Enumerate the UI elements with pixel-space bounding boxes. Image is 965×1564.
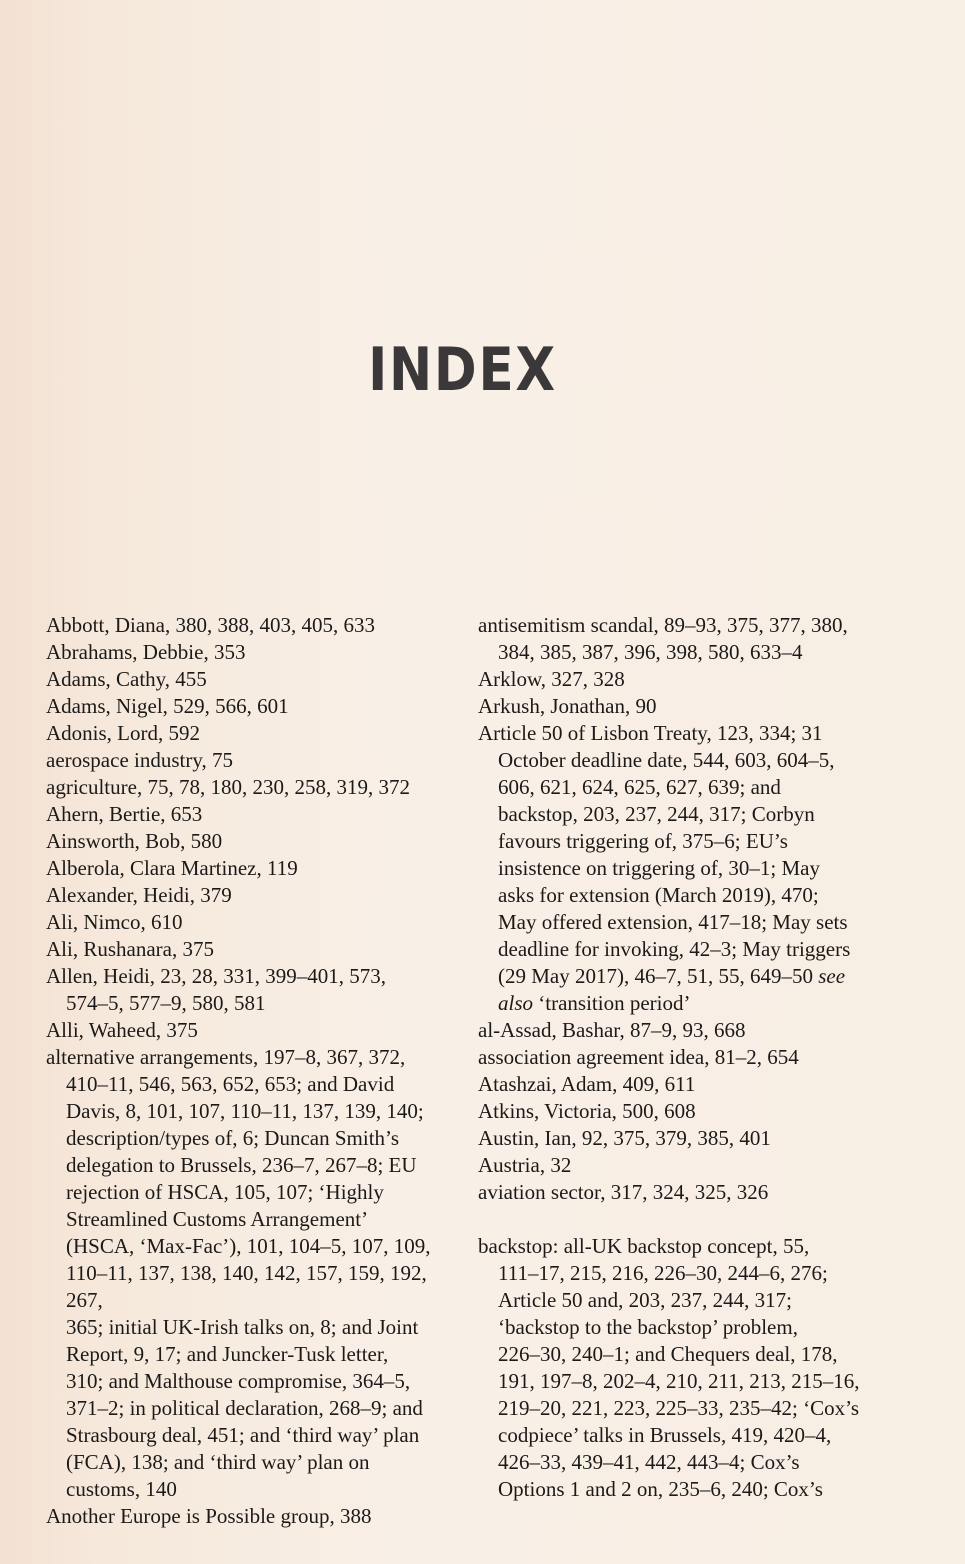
index-entry: Ahern, Bertie, 653 [46,802,203,826]
index-entry: Allen, Heidi, 23, 28, 331, 399–401, 573, 574–5, 577–9, 580, 581 [46,964,387,1015]
see-also-label: see [818,964,846,988]
index-entry: al-Assad, Bashar, 87–9, 93, 668 [478,1018,746,1042]
index-entry: Atashzai, Adam, 409, 611 [478,1072,696,1096]
index-entry: aviation sector, 317, 324, 325, 326 [478,1180,769,1204]
index-entry: Alexander, Heidi, 379 [46,883,232,907]
index-entry: Austin, Ian, 92, 375, 379, 385, 401 [478,1126,771,1150]
index-entry: Ali, Nimco, 610 [46,910,183,934]
index-entry: Adonis, Lord, 592 [46,721,200,745]
index-entry-article-50 [478,720,898,1017]
page-title: INDEX [368,335,557,405]
index-entry: backstop: all-UK backstop concept, 55, 111–17, 215, 216, 226–30, 244–6, 276; Article 50 and, 203, 237, 244, 317; ‘backstop to the backstop’ problem, 226–30, 240–1; and Chequers deal, 178, 191, 197–8, 202–4, 210, 211, 213, 215–16, 219–20, 221, 223, 225–33, 235–42; ‘Cox’s codpiece’ talks in Brussels, 419, 420–4, 426–33, 439–41, 442, 443–4; Cox’s Options 1 and 2 on, 235–6, 240; Cox’s [478,1234,860,1501]
index-entry: Alberola, Clara Martinez, 119 [46,856,298,880]
cross-reference: ‘transition period’ [538,991,691,1015]
index-entry: Atkins, Victoria, 500, 608 [478,1099,696,1123]
index-entry: Ali, Rushanara, 375 [46,937,214,961]
index-entry: Adams, Nigel, 529, 566, 601 [46,694,289,718]
index-entry: Abbott, Diana, 380, 388, 403, 405, 633 [46,613,375,637]
index-entry: Arklow, 327, 328 [478,667,625,691]
index-entry: alternative arrangements, 197–8, 367, 372, 410–11, 546, 563, 652, 653; and David Davis, 8, 101, 107, 110–11, 137, 139, 140; description/types of, 6; Duncan Smith’s delegation to Brussels, 236–7, 267–8; EU rejection of HSCA, 105, 107; ‘Highly Streamlined Customs Arrangement’ (HSCA, ‘Max-Fac’), 101, 104–5, 107, 109, 110–11, 137, 138, 140, 142, 157, 159, 192, 267, 365; initial UK-Irish talks on, 8; and Joint Report, 9, 17; and Juncker-Tusk letter, 310; and Malthouse compromise, 364–5, 371–2; in political declaration, 268–9; and Strasbourg deal, 451; and ‘third way’ plan (FCA), 138; and ‘third way’ plan on customs, 140 [46,1045,431,1501]
index-entry: agriculture, 75, 78, 180, 230, 258, 319, 372 [46,775,410,799]
index-entry: aerospace industry, 75 [46,748,233,772]
index-entry: association agreement idea, 81–2, 654 [478,1045,799,1069]
index-entry: Ainsworth, Bob, 580 [46,829,223,853]
index-entry: Adams, Cathy, 455 [46,667,207,691]
index-entry: Another Europe is Possible group, 388 [46,1504,372,1528]
index-column-right [478,612,898,1503]
index-entry: Abrahams, Debbie, 353 [46,640,246,664]
letter-section-gap [478,1206,898,1233]
index-entry: Austria, 32 [478,1153,572,1177]
index-column-left [46,612,456,1530]
entry-text: Article 50 of Lisbon Treaty, 123, 334; 31 October deadline date, 544, 603, 604–5, 606, 621, 624, 625, 627, 639; and backstop, 203, 237, 244, 317; Corbyn favours triggering of, 375–6; EU’s insistence on triggering of, 30–1; May asks for extension (March 2019), 470; May offered extension, 417–18; May sets deadline for invoking, 42–3; May triggers (29 May 2017), 46–7, 51, 55, 649–50 [478,721,851,988]
index-entry: Arkush, Jonathan, 90 [478,694,657,718]
index-entry: Alli, Waheed, 375 [46,1018,198,1042]
see-also-label: also [498,991,534,1015]
index-entry: antisemitism scandal, 89–93, 375, 377, 380, 384, 385, 387, 396, 398, 580, 633–4 [478,613,848,664]
